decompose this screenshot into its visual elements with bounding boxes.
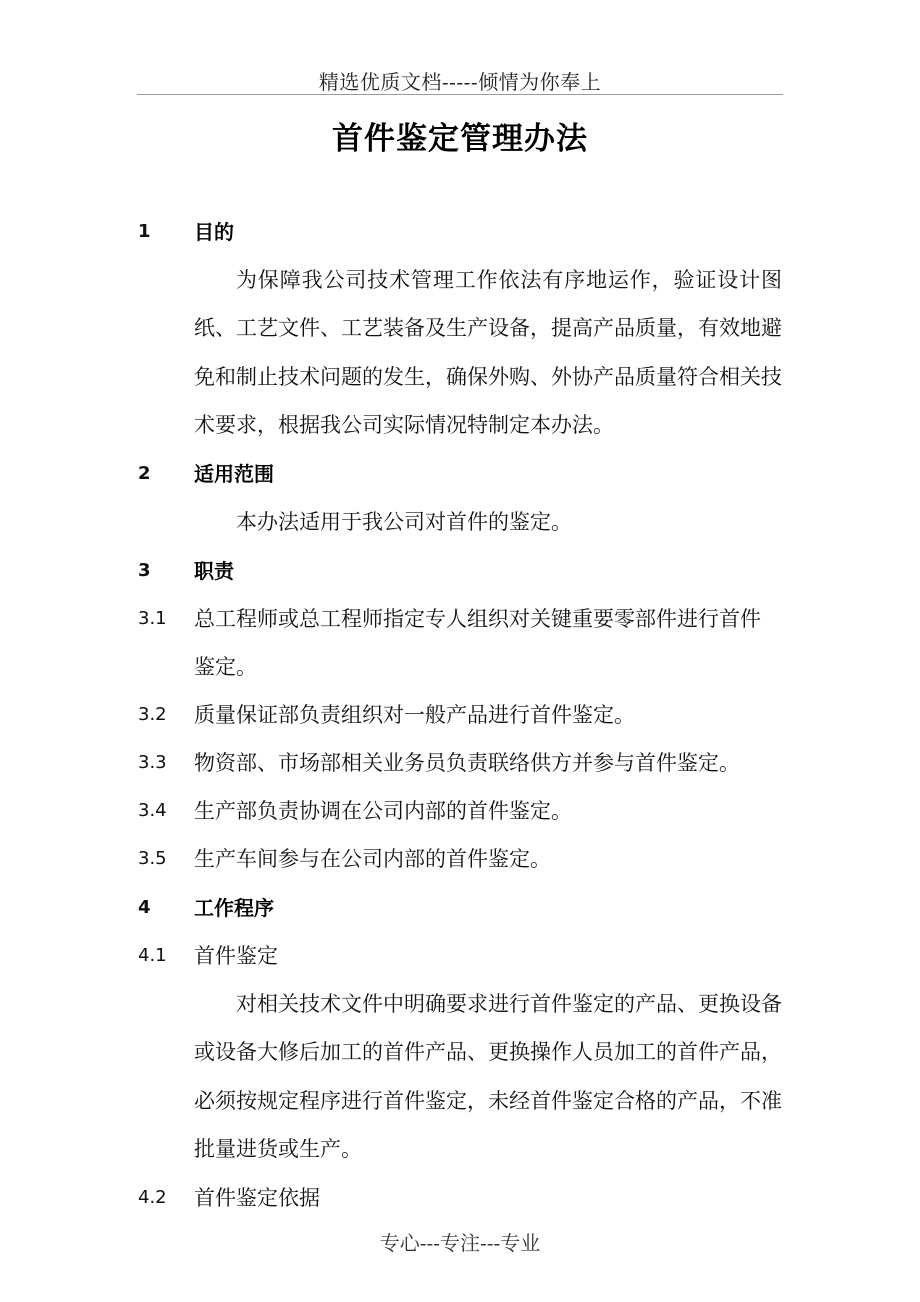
section-1-number: 1 — [138, 221, 151, 242]
item-3-4-text: 生产部负责协调在公司内部的首件鉴定。 — [194, 799, 572, 823]
section-4-number: 4 — [138, 897, 151, 918]
item-3-5-number: 3.5 — [138, 848, 167, 869]
item-3-2-number: 3.2 — [138, 704, 167, 725]
page-footer: 专心---专注---专业 — [379, 1231, 541, 1255]
item-3-2-text: 质量保证部负责组织对一般产品进行首件鉴定。 — [194, 703, 635, 727]
item-4-1-text: 首件鉴定 — [194, 944, 278, 968]
section-4-heading: 工作程序 — [194, 896, 274, 920]
item-3-1-text: 总工程师或总工程师指定专人组织对关键重要零部件进行首件 — [194, 607, 761, 631]
item-3-4-number: 3.4 — [138, 800, 167, 821]
document-title: 首件鉴定管理办法 — [332, 121, 588, 157]
item-3-5-text: 生产车间参与在公司内部的首件鉴定。 — [194, 847, 551, 871]
section-2-heading: 适用范围 — [194, 462, 274, 486]
header-text: 精选优质文档-----倾情为你奉上 — [318, 70, 602, 94]
section-1-heading: 目的 — [194, 220, 234, 244]
item-4-2-text: 首件鉴定依据 — [194, 1186, 320, 1210]
item-4-1-number: 4.1 — [138, 945, 167, 966]
item-3-3-text: 物资部、市场部相关业务员负责联络供方并参与首件鉴定。 — [194, 751, 740, 775]
section-2-paragraph: 本办法适用于我公司对首件的鉴定。 — [236, 510, 572, 534]
section-3-number: 3 — [138, 560, 151, 581]
section-2-number: 2 — [138, 463, 151, 484]
item-3-1-text-continued: 鉴定。 — [194, 655, 257, 679]
item-3-3-number: 3.3 — [138, 752, 167, 773]
item-3-1-number: 3.1 — [138, 608, 167, 629]
item-4-1-paragraph: 对相关技术文件中明确要求进行首件鉴定的产品、更换设备或设备大修后加工的首件产品、更换操作人员加工的首件产品，必须按规定程序进行首件鉴定，未经首件鉴定合格的产品，不准批量进货或生产。 — [194, 992, 782, 1161]
section-1-paragraph: 为保障我公司技术管理工作依法有序地运作，验证设计图纸、工艺文件、工艺装备及生产设备，提高产品质量，有效地避免和制止技术问题的发生，确保外购、外协产品质量符合相关技术要求，根据我公司实际情况特制定本办法。 — [194, 268, 782, 437]
item-4-2-number: 4.2 — [138, 1187, 167, 1208]
header-divider — [137, 94, 783, 95]
section-3-heading: 职责 — [194, 559, 234, 583]
